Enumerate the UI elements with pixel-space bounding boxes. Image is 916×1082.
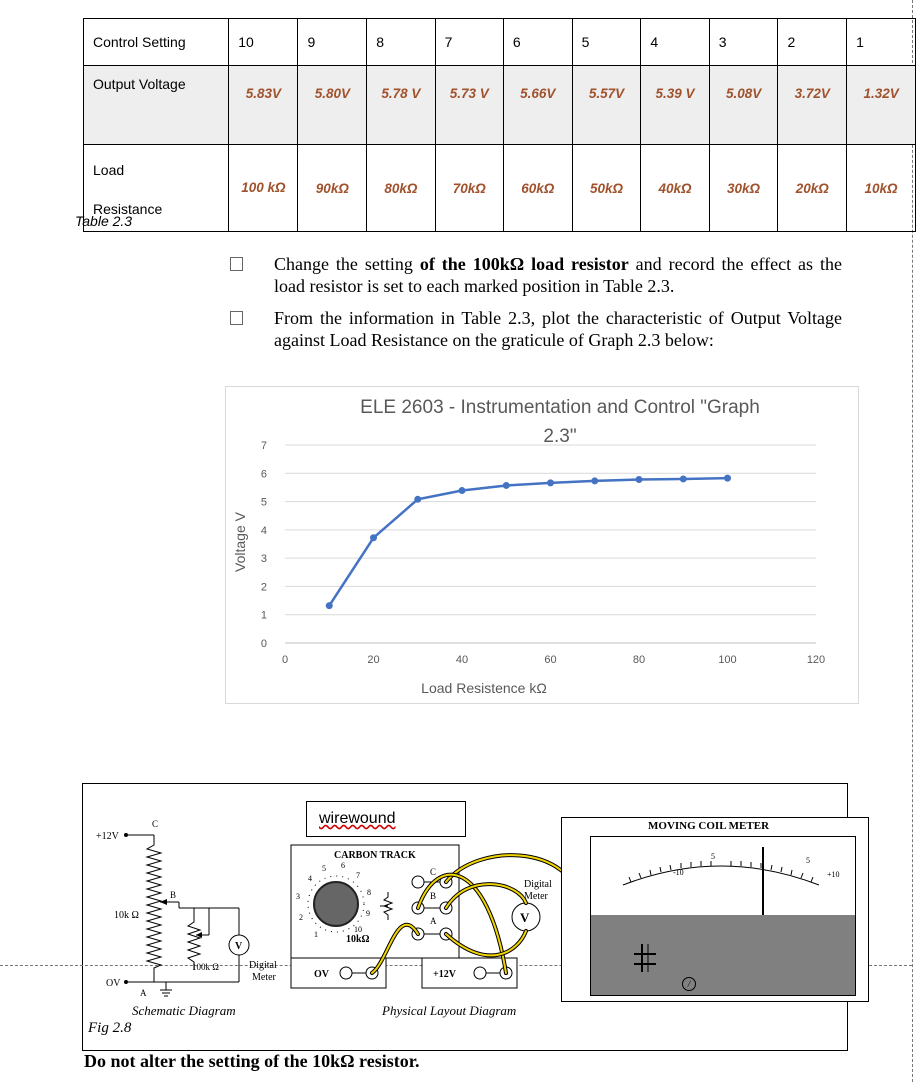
pot-value-label: 10kΩ: [346, 934, 370, 945]
chart-data-point: [459, 487, 466, 494]
chart-data-point: [326, 602, 333, 609]
chart-x-tick-label: 40: [455, 654, 469, 666]
chart-y-tick-label: 1: [260, 609, 267, 622]
dial-number: 1: [314, 930, 318, 939]
voltage-cell: 5.08V: [709, 66, 778, 145]
meter-scale: [591, 837, 855, 917]
dial-number: 10: [354, 925, 362, 934]
dial-number: 7: [356, 871, 360, 880]
chart-gridlines: [285, 445, 816, 643]
graph-2-3: [225, 386, 859, 704]
resistance-cell: 40kΩ: [641, 145, 709, 232]
schematic-100k-label: 100k Ω: [192, 962, 219, 972]
chart-data-point: [724, 475, 731, 482]
moving-coil-meter-box: [561, 817, 869, 1002]
chart-y-tick-label: 5: [260, 496, 267, 509]
control-cell: 2: [778, 19, 847, 66]
row-label-voltage: Output Voltage: [84, 66, 229, 145]
schematic-meter-label-2: Meter: [252, 972, 276, 983]
dial-number: 8: [367, 888, 371, 897]
control-cell: 3: [709, 19, 778, 66]
control-cell: 8: [367, 19, 435, 66]
bullet-box-1: [230, 257, 243, 271]
chart-data-point: [370, 534, 377, 541]
row-label-resistance-line2: Resistance: [93, 201, 163, 217]
voltage-cell: 5.80V: [298, 66, 367, 145]
row-label-resistance-line1: Load: [93, 162, 125, 178]
meter-arc: [623, 866, 819, 885]
schematic-100k-resistor: [188, 908, 200, 970]
resistance-cell: 90kΩ: [298, 145, 367, 232]
table-row-control: [84, 19, 916, 66]
chart-data-point: [680, 475, 687, 482]
control-cell: 9: [298, 19, 367, 66]
chart-svg: [226, 387, 858, 703]
digital-meter-label-1: Digital: [524, 879, 552, 890]
digital-meter-symbol: V: [520, 910, 530, 925]
results-table: [83, 18, 916, 232]
physical-caption: Physical Layout Diagram: [382, 1003, 517, 1018]
table-caption: Table 2.3: [75, 213, 133, 229]
control-cell: 7: [435, 19, 503, 66]
terminal-b-label: B: [430, 891, 437, 901]
chart-title-line2: 2.3": [543, 426, 577, 447]
chart-y-tick-label: 6: [260, 468, 267, 481]
chart-x-ticks: [282, 654, 825, 666]
control-cell: 4: [641, 19, 709, 66]
chart-y-label: Voltage V: [232, 512, 248, 572]
chart-x-tick-label: 120: [806, 654, 826, 666]
scale-5-right: 5: [806, 856, 810, 865]
meter-lower-panel: [591, 915, 855, 995]
resistance-cell: 20kΩ: [778, 145, 847, 232]
meter-ticks: [629, 861, 813, 882]
resistance-cell: 70kΩ: [435, 145, 503, 232]
chart-x-tick-label: 100: [718, 654, 737, 666]
wirewound-box: [306, 801, 466, 837]
schematic-10k-label: 10k Ω: [114, 910, 139, 921]
chart-y-tick-label: 4: [260, 524, 267, 537]
plus12-terminal-1: [474, 967, 486, 979]
voltage-cell: 3.72V: [778, 66, 847, 145]
plus12-board-label: +12V: [433, 969, 456, 980]
chart-y-tick-label: 0: [260, 638, 267, 650]
dial-knob-icon: [314, 882, 358, 926]
schematic-10k-resistor: [147, 835, 161, 982]
chart-y-tick-label: 7: [260, 440, 267, 452]
carbon-track-label: CARBON TRACK: [334, 850, 416, 861]
dial-number: 2: [299, 913, 303, 922]
resistance-cell: 80kΩ: [367, 145, 435, 232]
control-cell: 1: [847, 19, 916, 66]
voltage-cell: 5.73 V: [435, 66, 503, 145]
table-row-resistance: [84, 145, 916, 232]
schematic-meter-label: [249, 960, 277, 971]
terminal-c-left: [412, 876, 424, 888]
voltage-cell: 5.39 V: [641, 66, 709, 145]
schematic-meter-label-1: Digital: [249, 960, 277, 971]
voltage-cell: 1.32V: [847, 66, 916, 145]
table-row-voltage: [84, 66, 916, 145]
control-cell: 5: [572, 19, 641, 66]
schematic-caption: Schematic Diagram: [132, 1003, 236, 1018]
wirewound-label: wirewound: [319, 810, 396, 827]
zero-adjust-screw-icon: /: [682, 977, 696, 991]
chart-data-point: [414, 496, 421, 503]
footer-note: Do not alter the setting of the 10kΩ resistor.: [84, 1051, 420, 1071]
voltage-cell: 5.66V: [503, 66, 572, 145]
row-label-control: Control Setting: [84, 19, 229, 66]
ov-terminal-1: [340, 967, 352, 979]
chart-x-tick-label: 60: [544, 654, 557, 666]
digital-meter-label-2: Meter: [524, 891, 548, 902]
instruction-item-1: [274, 253, 842, 297]
dial-number: 5: [322, 864, 326, 873]
schematic-diagram: [84, 810, 284, 1010]
schematic-ov-label: OV: [106, 978, 121, 989]
schematic-a-label: A: [140, 988, 147, 998]
dial-number: 4: [308, 874, 312, 883]
voltage-cell: 5.78 V: [367, 66, 435, 145]
schematic-voltmeter-symbol: V: [235, 941, 243, 952]
scale-plus10: +10: [827, 870, 840, 879]
resistance-cell: 100 kΩ: [229, 145, 298, 232]
control-cell: 6: [503, 19, 572, 66]
voltage-cell: 5.57V: [572, 66, 641, 145]
chart-y-ticks: [261, 440, 267, 650]
terminal-c-label: C: [430, 867, 437, 877]
schematic-wiper-arrow: [160, 899, 167, 905]
instruction-1-text: Change the setting: [274, 254, 420, 274]
resistance-cell: 50kΩ: [572, 145, 641, 232]
instruction-1-bold: of the 100kΩ load resistor: [419, 254, 629, 274]
dial-number: 3: [296, 892, 300, 901]
instruction-1-text-end: and record the effect as the load resistor is set to each marked position in Table 2.3.: [274, 254, 842, 296]
polarity-symbol: [632, 942, 662, 976]
instruction-item-2: From the information in Table 2.3, plot the characteristic of Output Voltage against Load Resistance on the graticule of Graph 2.3 below:: [274, 308, 842, 350]
chart-data-point: [591, 477, 598, 484]
dial-number: 9: [366, 909, 370, 918]
schematic-plus12-label: +12V: [96, 831, 119, 842]
scale-minus10: -10: [673, 868, 684, 877]
terminal-a-label: A: [430, 916, 437, 926]
resistance-cell: 10kΩ: [847, 145, 916, 232]
chart-series: [326, 475, 731, 610]
chart-x-tick-label: 80: [632, 654, 646, 666]
chart-x-tick-label: 0: [281, 654, 289, 666]
control-cell: 10: [229, 19, 298, 66]
chart-data-point: [636, 476, 643, 483]
chart-data-point: [547, 479, 554, 486]
meter-face: [590, 836, 856, 996]
ov-board-label: OV: [314, 969, 329, 980]
scale-5-left: 5: [711, 852, 715, 861]
voltage-cell: 5.83V: [229, 66, 298, 145]
schematic-b-label: B: [170, 890, 177, 900]
dial-number: 6: [341, 861, 345, 870]
chart-y-tick-label: 3: [260, 553, 267, 566]
chart-data-point: [503, 482, 510, 489]
moving-coil-title: MOVING COIL METER: [648, 820, 770, 832]
chart-x-tick-label: 20: [367, 654, 380, 666]
schematic-c-label: C: [152, 819, 159, 829]
chart-y-tick-label: 2: [260, 581, 267, 594]
chart-title-line1: ELE 2603 - Instrumentation and Control "Graph: [360, 397, 760, 418]
figure-caption: Fig 2.8: [88, 1020, 132, 1036]
resistance-cell: 60kΩ: [503, 145, 572, 232]
chart-x-label: Load Resistence kΩ: [421, 680, 547, 696]
bullet-box-2: [230, 311, 243, 325]
resistance-cell: 30kΩ: [709, 145, 778, 232]
